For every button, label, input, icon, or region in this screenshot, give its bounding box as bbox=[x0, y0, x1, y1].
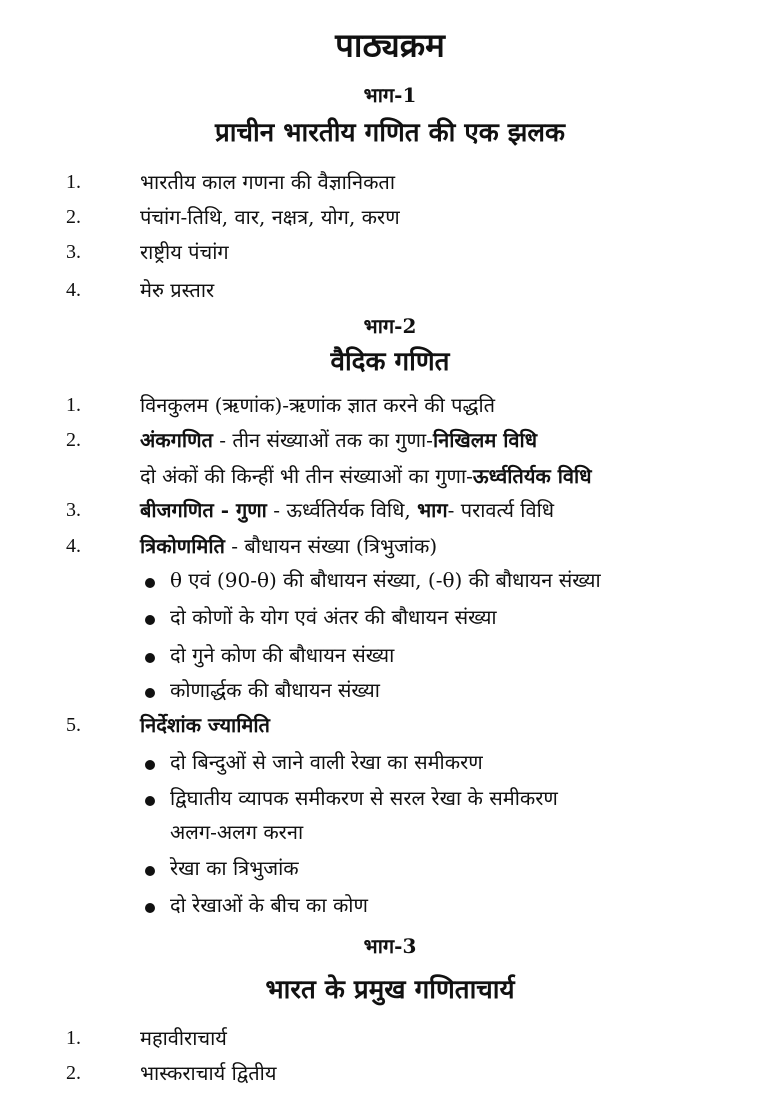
item-number: 4. bbox=[66, 279, 81, 301]
item-number: 2. bbox=[66, 1062, 81, 1084]
text-segment: दो रेखाओं के बीच का कोण bbox=[170, 893, 368, 917]
bullet-icon bbox=[145, 688, 155, 698]
bullet-item-text bbox=[170, 822, 303, 842]
part-heading: भारत के प्रमुख गणिताचार्य bbox=[265, 975, 515, 1005]
text-segment: द्विघातीय व्यापक समीकरण से सरल रेखा के समीकरण bbox=[170, 786, 558, 810]
list-item-text bbox=[140, 500, 554, 520]
bullet-item-text bbox=[170, 570, 601, 590]
list-item-text bbox=[140, 395, 495, 415]
bullet-icon bbox=[145, 578, 155, 588]
list-item-text bbox=[140, 430, 537, 450]
item-number: 2. bbox=[66, 206, 81, 228]
item-number: 1. bbox=[66, 394, 81, 416]
bullet-icon bbox=[145, 866, 155, 876]
list-item-text bbox=[140, 715, 270, 735]
text-segment: रेखा का त्रिभुजांक bbox=[170, 856, 299, 880]
bold-term: अंकगणित bbox=[140, 428, 213, 452]
part-heading: प्राचीन भारतीय गणित की एक झलक bbox=[214, 118, 566, 148]
part-label: भाग-2 bbox=[363, 314, 417, 338]
text-segment: दो कोणों के योग एवं अंतर की बौधायन संख्या bbox=[170, 605, 497, 629]
text-segment: कोणार्द्धक की बौधायन संख्या bbox=[170, 678, 380, 702]
part-label: भाग-3 bbox=[363, 934, 417, 958]
text-segment: - बौधायन संख्या (त्रिभुजांक) bbox=[224, 534, 438, 558]
list-item-text bbox=[140, 1063, 276, 1083]
item-number: 4. bbox=[66, 535, 81, 557]
bullet-item-text bbox=[170, 680, 380, 700]
item-number: 3. bbox=[66, 499, 81, 521]
bold-term: निखिलम विधि bbox=[432, 428, 538, 452]
bullet-icon bbox=[145, 653, 155, 663]
item-number: 1. bbox=[66, 1027, 81, 1049]
bullet-icon bbox=[145, 796, 155, 806]
bold-term: भाग bbox=[417, 498, 448, 522]
bullet-item-text bbox=[170, 788, 558, 808]
bold-term: त्रिकोणमिति bbox=[140, 534, 225, 558]
text-segment: मेरु प्रस्तार bbox=[140, 278, 215, 302]
bullet-icon bbox=[145, 903, 155, 913]
list-item-text bbox=[140, 207, 400, 227]
bullet-item-text bbox=[170, 858, 299, 878]
bold-term: बीजगणित - गुणा bbox=[140, 498, 267, 522]
page-title: पाठ्यक्रम bbox=[335, 25, 445, 65]
bullet-item-text bbox=[170, 607, 497, 627]
part-heading: वैदिक गणित bbox=[330, 347, 450, 377]
text-segment: - तीन संख्याओं तक का गुणा- bbox=[212, 428, 433, 452]
text-segment: θ एवं (90-θ) की बौधायन संख्या, (-θ) की बौधायन संख्या bbox=[170, 568, 601, 592]
text-segment: भारतीय काल गणना की वैज्ञानिकता bbox=[140, 170, 396, 194]
item-number: 2. bbox=[66, 429, 81, 451]
list-item-text bbox=[140, 1028, 227, 1048]
item-number: 5. bbox=[66, 714, 81, 736]
text-segment: महावीराचार्य bbox=[140, 1026, 227, 1050]
item-number: 3. bbox=[66, 241, 81, 263]
text-segment: दो अंकों की किन्हीं भी तीन संख्याओं का गुणा- bbox=[140, 464, 473, 488]
text-segment: भास्कराचार्य द्वितीय bbox=[140, 1061, 277, 1085]
bold-term: निर्देशांक ज्यामिति bbox=[140, 713, 270, 737]
bold-term: ऊर्ध्वतिर्यक विधि bbox=[472, 464, 592, 488]
text-segment: पंचांग-तिथि, वार, नक्षत्र, योग, करण bbox=[140, 205, 400, 229]
text-segment: अलग-अलग करना bbox=[170, 820, 304, 844]
item-number: 1. bbox=[66, 171, 81, 193]
text-segment: राष्ट्रीय पंचांग bbox=[140, 240, 229, 264]
list-item-text bbox=[140, 466, 592, 486]
text-segment: - परावर्त्य विधि bbox=[447, 498, 555, 522]
bullet-item-text bbox=[170, 645, 394, 665]
list-item-text bbox=[140, 536, 437, 556]
text-segment: दो बिन्दुओं से जाने वाली रेखा का समीकरण bbox=[170, 750, 483, 774]
bullet-item-text bbox=[170, 895, 368, 915]
text-segment: - ऊर्ध्वतिर्यक विधि, bbox=[266, 498, 418, 522]
bullet-item-text bbox=[170, 752, 483, 772]
text-segment: दो गुने कोण की बौधायन संख्या bbox=[170, 643, 395, 667]
list-item-text bbox=[140, 280, 214, 300]
bullet-icon bbox=[145, 760, 155, 770]
text-segment: विनकुलम (ऋणांक)-ऋणांक ज्ञात करने की पद्धति bbox=[140, 393, 496, 417]
list-item-text bbox=[140, 172, 395, 192]
part-label: भाग-1 bbox=[363, 83, 417, 107]
list-item-text bbox=[140, 242, 229, 262]
bullet-icon bbox=[145, 615, 155, 625]
